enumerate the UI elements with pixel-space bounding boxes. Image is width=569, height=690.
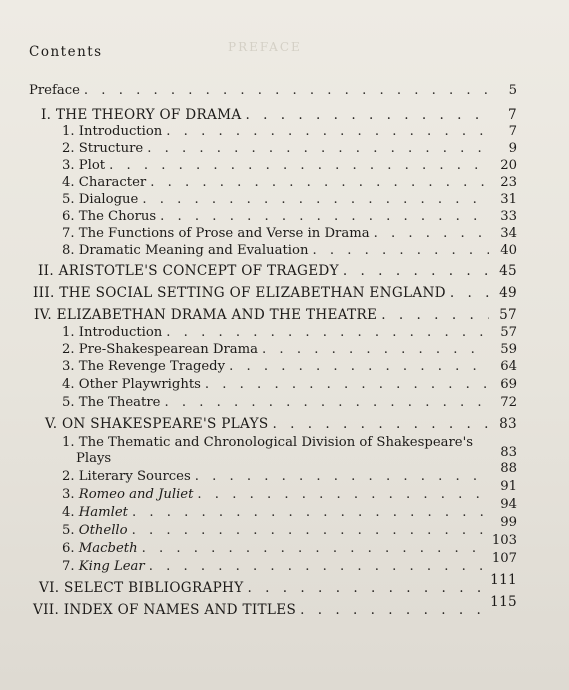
leader-dots xyxy=(149,558,488,575)
leader-dots xyxy=(312,242,489,259)
leader-dots xyxy=(147,140,489,157)
toc-entry-page: 49 xyxy=(499,285,517,301)
toc-entry-page: 7 xyxy=(508,124,517,139)
toc-entry-5-7 xyxy=(62,551,517,575)
leader-dots xyxy=(132,504,489,521)
toc-entry-4-2 xyxy=(62,341,517,358)
toc-entry-page: 99 xyxy=(500,515,517,530)
toc-entry-title: Macbeth xyxy=(78,541,138,556)
toc-entry-page: 20 xyxy=(500,158,517,173)
toc-entry-page: 64 xyxy=(500,359,517,374)
leader-dots xyxy=(150,174,489,191)
toc-entry-1-2 xyxy=(62,140,517,157)
toc-entry-5-2 xyxy=(62,461,517,485)
toc-entry-label: 4. Character xyxy=(62,175,147,190)
leader-dots xyxy=(381,307,489,324)
toc-entry-label: 2. Pre-Shakespearean Drama xyxy=(62,342,259,357)
toc-entry-label: Preface xyxy=(29,83,80,98)
leader-dots xyxy=(160,208,489,225)
toc-entry-title: Hamlet xyxy=(78,505,128,520)
toc-entry-label: 7. The Functions of Prose and Verse in Drama xyxy=(62,226,370,241)
toc-entry-1-8 xyxy=(62,242,517,259)
leader-dots xyxy=(195,468,489,485)
toc-entry-4-5 xyxy=(62,394,517,411)
toc-entry-label: 3. Plot xyxy=(62,158,106,173)
leader-dots xyxy=(84,82,489,99)
toc-entry-label: 4. Other Playwrights xyxy=(62,377,201,392)
toc-entry-page: 9 xyxy=(508,141,517,156)
toc-entry-page: 72 xyxy=(500,395,517,410)
leader-dots xyxy=(343,263,489,280)
leader-dots xyxy=(164,394,489,411)
toc-entry-page: 59 xyxy=(500,342,517,357)
toc-entry-4-1 xyxy=(62,324,517,341)
toc-entry-label: 8. Dramatic Meaning and Evaluation xyxy=(62,243,309,258)
leader-dots xyxy=(166,123,489,140)
toc-entry-part-4 xyxy=(34,307,517,324)
toc-entry-1-1 xyxy=(62,123,517,140)
toc-entry-page: 57 xyxy=(499,307,517,323)
toc-entry-part-6 xyxy=(39,572,517,597)
leader-dots xyxy=(450,285,489,302)
toc-entry-page: 34 xyxy=(500,226,517,241)
toc-entry-label xyxy=(62,468,191,485)
leader-dots xyxy=(205,376,489,393)
toc-entry-label: III. THE SOCIAL SETTING OF ELIZABETHAN ENGLAND xyxy=(33,285,446,301)
toc-entry-5-1 xyxy=(62,434,517,451)
leader-dots xyxy=(229,358,489,375)
toc-entry-1-6 xyxy=(62,208,517,225)
toc-entry-label: 1. The Thematic and Chronological Division of Shakespeare's xyxy=(62,435,473,450)
toc-entry-page: 31 xyxy=(500,192,517,207)
toc-entry-label: 1. Introduction xyxy=(62,124,163,139)
toc-entry-title: Othello xyxy=(78,523,128,538)
toc-entry-number: 4. xyxy=(62,505,75,520)
leader-dots xyxy=(132,522,489,539)
toc-entry-page: 111 xyxy=(490,572,517,588)
toc-entry-preface xyxy=(29,82,517,99)
toc-entry-title: Literary Sources xyxy=(78,469,191,484)
toc-entry-label xyxy=(62,504,128,521)
toc-entry-page: 88 xyxy=(500,461,517,476)
toc-entry-part-2 xyxy=(38,263,517,280)
leader-dots xyxy=(245,107,489,124)
toc-entry-label xyxy=(62,540,138,557)
toc-entry-part-1 xyxy=(41,107,517,124)
toc-entry-label: V. ON SHAKESPEARE'S PLAYS xyxy=(45,416,269,432)
toc-entry-page: 94 xyxy=(500,497,517,512)
toc-entry-title: King Lear xyxy=(78,559,145,574)
toc-entry-label xyxy=(62,486,193,503)
show-through-text: PREFACE xyxy=(228,40,302,54)
toc-entry-label: 5. Dialogue xyxy=(62,192,139,207)
toc-entry-5-1-cont xyxy=(76,445,517,467)
toc-entry-label: 6. The Chorus xyxy=(62,209,157,224)
toc-entry-page: 83 xyxy=(500,445,517,460)
leader-dots xyxy=(272,416,489,433)
toc-entry-label: 1. Introduction xyxy=(62,325,163,340)
leader-dots xyxy=(142,540,488,557)
toc-entry-number: 2. xyxy=(62,469,75,484)
toc-entry-page: 107 xyxy=(491,551,517,566)
leader-dots xyxy=(247,580,486,597)
leader-dots xyxy=(142,191,489,208)
toc-entry-label: 5. The Theatre xyxy=(62,395,161,410)
toc-entry-page: 45 xyxy=(499,263,517,279)
toc-entry-label: VII. INDEX OF NAMES AND TITLES xyxy=(33,602,297,618)
toc-entry-page: 5 xyxy=(508,83,517,98)
toc-entry-label: II. ARISTOTLE'S CONCEPT OF TRAGEDY xyxy=(38,263,339,279)
toc-entry-page: 83 xyxy=(499,416,517,432)
toc-entry-label xyxy=(62,558,145,575)
toc-entry-4-3 xyxy=(62,358,517,375)
toc-entry-page: 7 xyxy=(508,107,517,123)
toc-entry-label-cont: Plays xyxy=(76,451,112,466)
leader-dots xyxy=(262,341,489,358)
toc-entry-page: 33 xyxy=(500,209,517,224)
toc-entry-1-7 xyxy=(62,225,517,242)
leader-dots xyxy=(374,225,489,242)
toc-entry-label: 3. The Revenge Tragedy xyxy=(62,359,226,374)
toc-entry-5-3 xyxy=(62,479,517,503)
toc-entry-page: 40 xyxy=(500,243,517,258)
toc-entry-5-5 xyxy=(62,515,517,539)
toc-entry-page: 115 xyxy=(490,594,517,610)
toc-entry-5-6 xyxy=(62,533,517,557)
toc-entry-part-3 xyxy=(33,285,517,302)
toc-entry-page: 103 xyxy=(491,533,517,548)
toc-entry-page: 57 xyxy=(500,325,517,340)
toc-entry-part-7 xyxy=(33,594,517,619)
toc-entry-1-4 xyxy=(62,174,517,191)
toc-entry-4-4 xyxy=(62,376,517,393)
toc-entry-title: Romeo and Juliet xyxy=(78,487,194,502)
leader-dots xyxy=(300,602,486,619)
toc-entry-label xyxy=(62,522,128,539)
toc-entry-label: IV. ELIZABETHAN DRAMA AND THE THEATRE xyxy=(34,307,378,323)
contents-heading: Contents xyxy=(29,44,103,60)
toc-entry-page: 69 xyxy=(500,377,517,392)
toc-entry-page: 23 xyxy=(500,175,517,190)
toc-entry-number: 6. xyxy=(62,541,75,556)
toc-entry-5-4 xyxy=(62,497,517,521)
leader-dots xyxy=(109,157,489,174)
toc-entry-page: 91 xyxy=(500,479,517,494)
leader-dots xyxy=(197,486,489,503)
toc-entry-number: 5. xyxy=(62,523,75,538)
toc-entry-1-3 xyxy=(62,157,517,174)
toc-entry-number: 3. xyxy=(62,487,75,502)
leader-dots xyxy=(166,324,489,341)
toc-entry-label: 2. Structure xyxy=(62,141,144,156)
toc-entry-label: I. THE THEORY OF DRAMA xyxy=(41,107,242,123)
toc-entry-1-5 xyxy=(62,191,517,208)
toc-entry-part-5 xyxy=(45,416,517,433)
toc-entry-number: 7. xyxy=(62,559,75,574)
toc-entry-label: VI. SELECT BIBLIOGRAPHY xyxy=(39,580,244,596)
